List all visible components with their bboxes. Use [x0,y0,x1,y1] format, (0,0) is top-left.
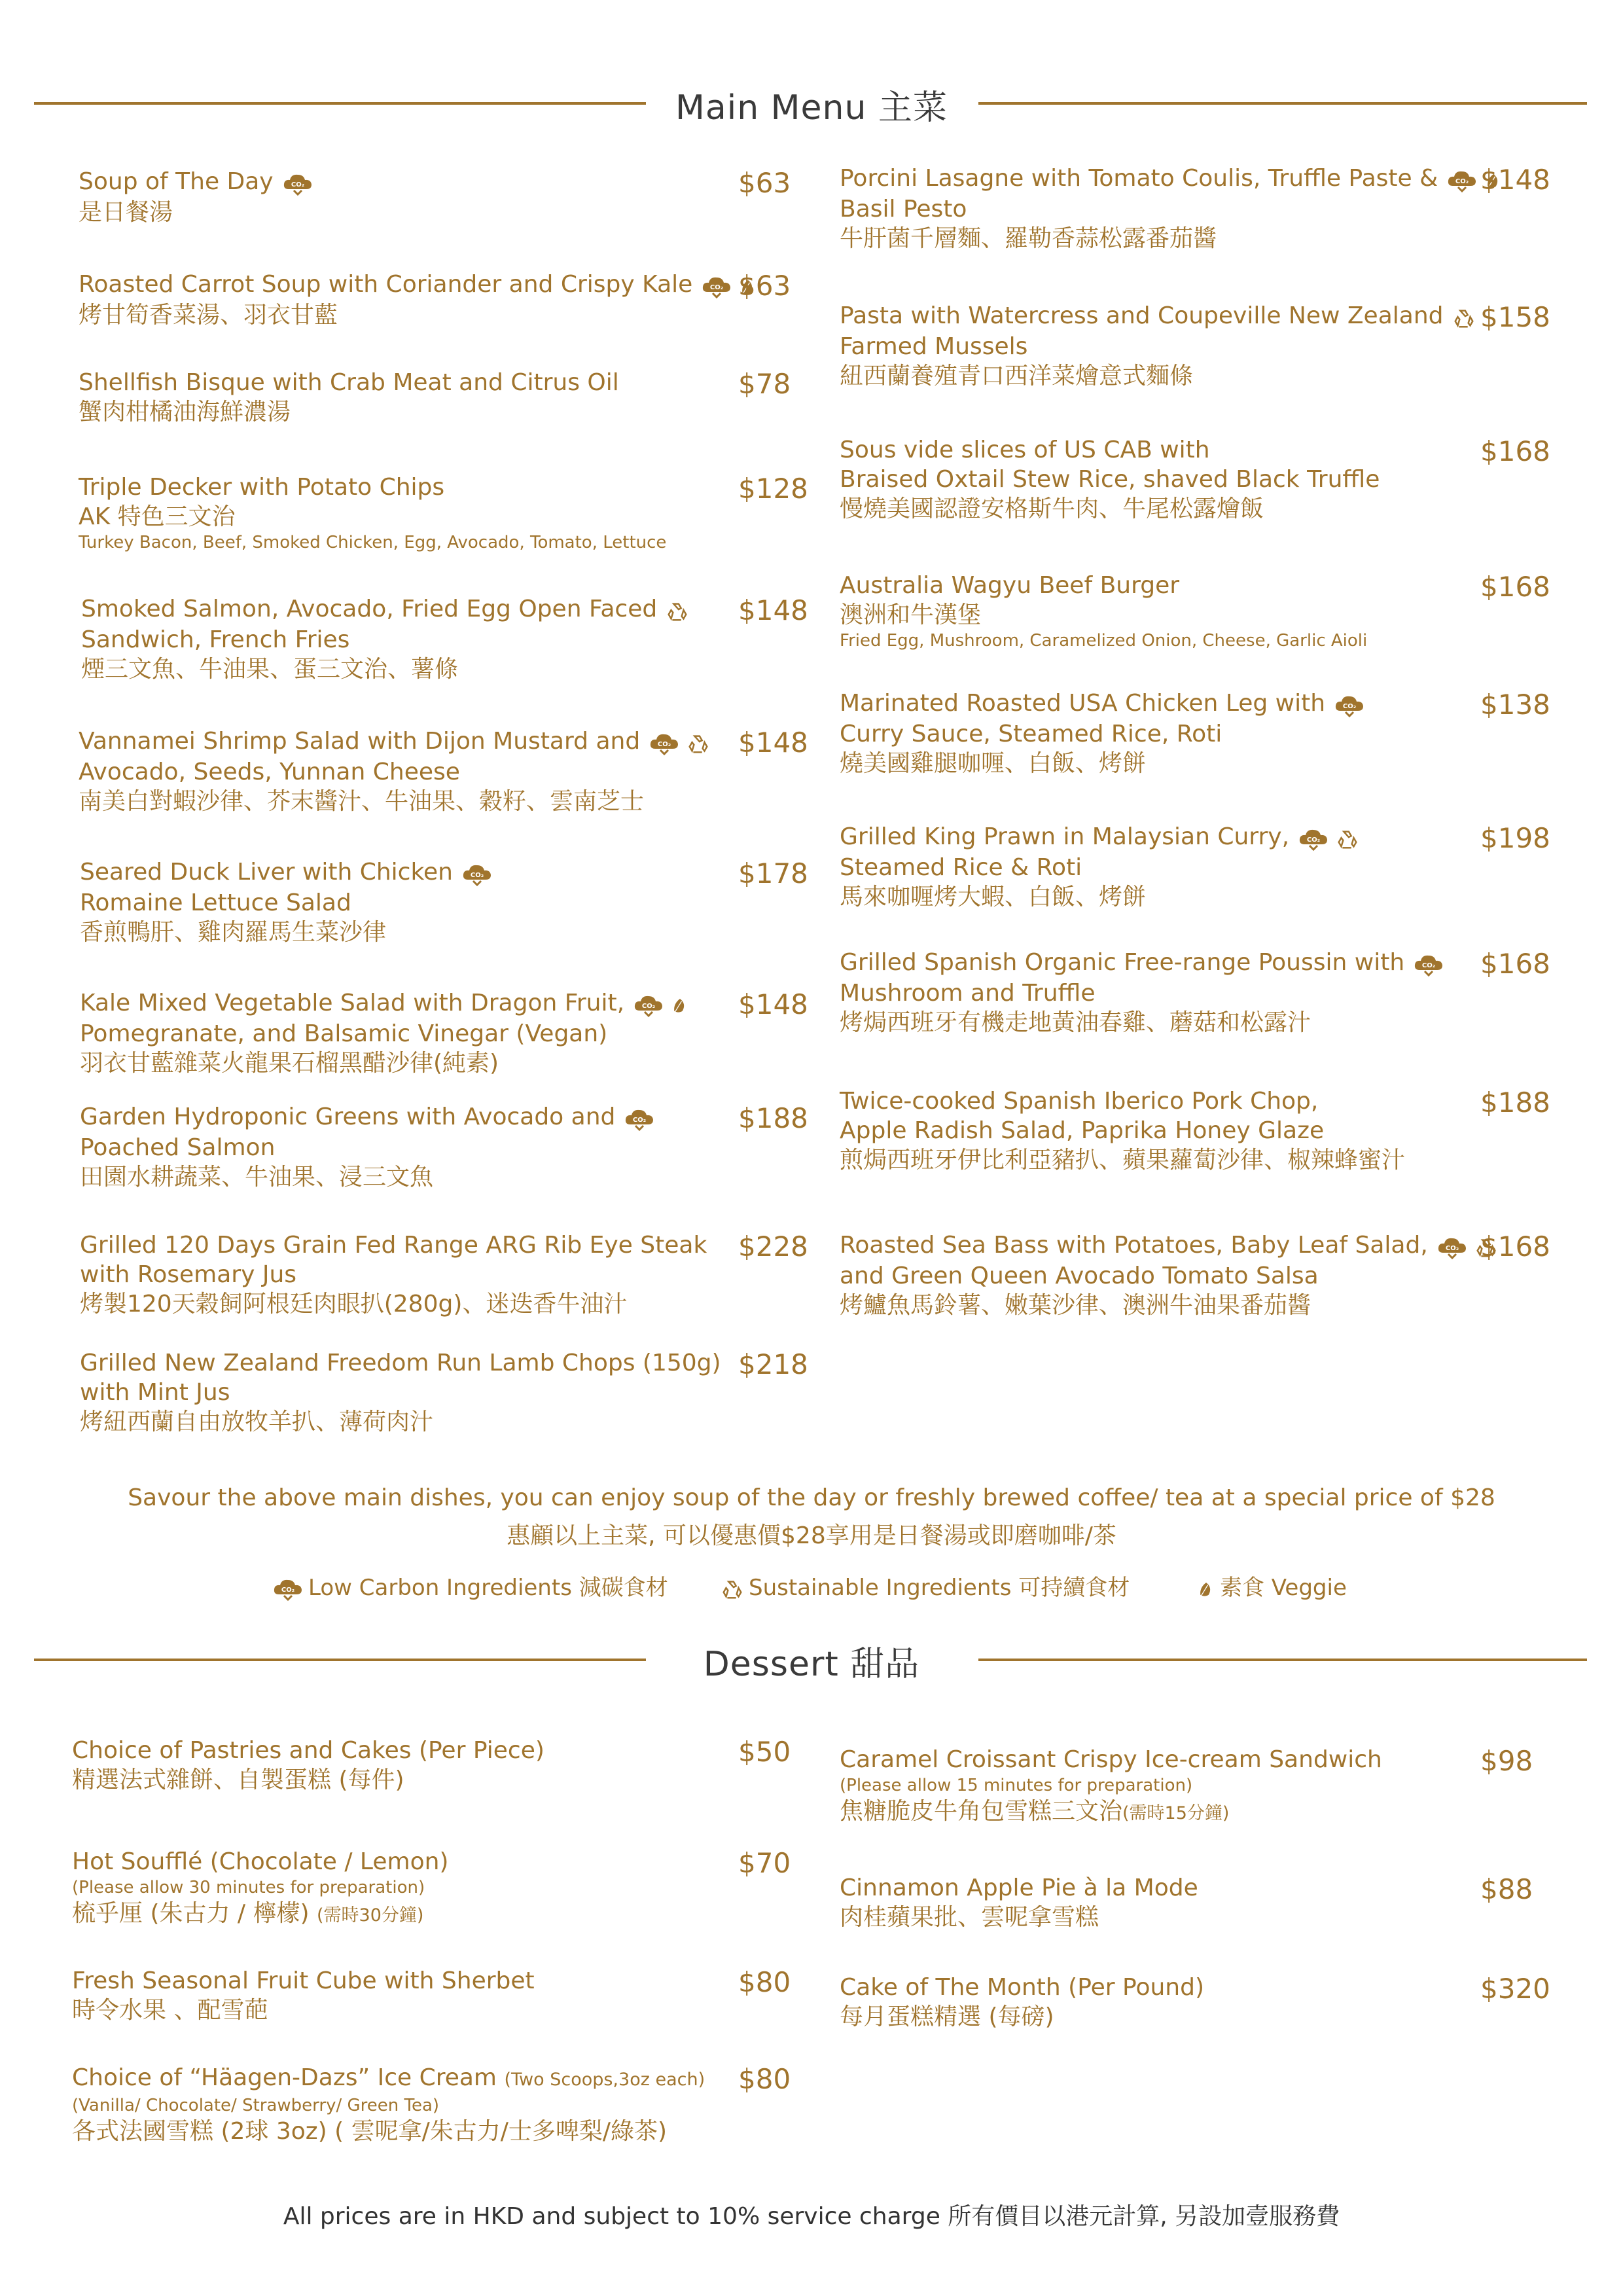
item-en: Triple Decker with Potato Chips [79,474,445,501]
item-price: $198 [1480,822,1550,854]
item-en: Roasted Carrot Soup with Coriander and Crispy Kale [79,270,763,300]
item-zh: 烤焗西班牙有機走地黃油春雞、蘑菇和松露汁 [840,1009,1311,1036]
item-zh: AK 特色三文治 [79,503,236,530]
item-zh: 燒美國雞腿咖喱、白飯、烤餅 [840,749,1147,777]
sustainable-icon [665,599,690,624]
main-item-porcini-lasagne [840,164,1508,253]
item-price: $63 [738,270,791,302]
main-item-rib-eye-steak [80,1230,707,1319]
main-menu-title: Main Menu 主菜 [675,88,948,128]
dessert-item-fruit-cube [72,1966,535,2025]
main-item-sea-bass [840,1230,1504,1320]
item-en: Kale Mixed Vegetable Salad with Dragon Fruit, [80,988,695,1019]
main-item-seared-duck-liver [80,857,499,947]
item-price: $168 [1480,571,1550,603]
item-en-line2: Basil Pesto [840,195,967,223]
main-item-wagyu-burger [840,571,1367,652]
item-en-line2: Mushroom and Truffle [840,979,1096,1007]
item-en: Choice of Pastries and Cakes (Per Piece) [72,1737,544,1764]
main-item-kale-salad [80,988,695,1078]
item-price: $98 [1480,1745,1533,1777]
item-en-line2: with Mint Jus [80,1379,230,1406]
item-en: Roasted Sea Bass with Potatoes, Baby Leaf Salad, [840,1230,1504,1261]
item-en: Grilled New Zealand Freedom Run Lamb Chops (150g) [80,1350,721,1376]
item-zh: 馬來咖喱烤大蝦、白飯、烤餅 [840,883,1147,910]
dessert-title: Dessert 甜品 [703,1645,920,1684]
main-item-lamb-chops [80,1348,721,1437]
item-zh: 煙三文魚、牛油果、蛋三文治、薯條 [81,655,459,683]
item-zh: 各式法國雪糕 (2球 3oz) ( 雲呢拿/朱古力/士多啤梨/綠茶) [72,2118,668,2145]
legend-low-carbon [272,1570,668,1602]
item-en: Smoked Salmon, Avocado, Fried Egg Open Faced [81,594,695,625]
main-item-roasted-carrot-soup [79,270,763,330]
item-en-line2: Poached Salmon [80,1134,276,1161]
main-item-king-prawn-curry [840,822,1365,912]
main-item-smoked-salmon-sandwich [81,594,695,684]
low-carbon-icon [700,274,733,300]
item-price: $168 [1480,948,1550,980]
item-en: Choice of “Häagen-Dazs” Ice Cream (Two Scoops,3oz each) [72,2064,705,2091]
promo-text-zh: 惠顧以上主菜, 可以優惠價$28享用是日餐湯或即磨咖啡/茶 [507,1522,1116,1549]
item-note: (Vanilla/ Chocolate/ Strawberry/ Green Tea) [72,2096,440,2115]
sustainable-icon [1452,306,1476,331]
item-note: (Please allow 15 minutes for preparation) [840,1776,1193,1795]
item-price: $218 [738,1348,808,1380]
item-price: $188 [1480,1086,1550,1119]
main-item-iberico-pork-chop [840,1086,1405,1175]
dessert-rule-right [978,1659,1587,1661]
low-carbon-icon [281,171,314,197]
item-zh: 時令水果 、配雪葩 [72,1997,268,2024]
item-price: $88 [1480,1873,1533,1905]
item-en: Soup of The Day [79,167,319,198]
item-price: $188 [738,1102,808,1134]
low-carbon-icon [632,992,665,1018]
dessert-item-cake-of-month [840,1973,1204,2032]
item-en: Marinated Roasted USA Chicken Leg with [840,689,1371,719]
low-carbon-icon [1446,168,1478,194]
item-en-line2: with Rosemary Jus [80,1261,297,1288]
main-item-chicken-leg-curry [840,689,1371,778]
legend-low-carbon-label: Low Carbon Ingredients 減碳食材 [308,1575,668,1601]
item-note: Fried Egg, Mushroom, Caramelized Onion, Cheese, Garlic Aioli [840,631,1368,651]
item-en: Hot Soufflé (Chocolate / Lemon) [72,1848,449,1875]
item-zh: 每月蛋糕精選 (每磅) [840,2003,1054,2030]
main-item-soup-of-the-day [79,167,319,227]
item-price: $148 [738,726,808,759]
item-en: Sous vide slices of US CAB with [840,437,1210,463]
main-item-garden-greens [80,1102,661,1192]
item-price: $158 [1480,301,1550,333]
item-price: $63 [738,167,791,199]
item-price: $80 [738,1966,791,1998]
dessert-item-haagen-dazs [72,2063,705,2146]
veggie-leaf-icon [670,994,690,1017]
item-price: $178 [738,857,808,889]
item-zh: 梳乎厘 (朱古力 / 檸檬) (需時30分鐘) [72,1900,424,1927]
low-carbon-icon [648,730,681,757]
main-item-spanish-poussin [840,948,1450,1037]
item-en: Garden Hydroponic Greens with Avocado and [80,1102,661,1133]
item-zh: 精選法式雜餅、自製蛋糕 (每件) [72,1767,404,1793]
item-note: (Please allow 30 minutes for preparation) [72,1878,425,1897]
item-en-line2: Sandwich, French Fries [81,626,350,653]
legend-veggie [1196,1570,1347,1602]
item-price: $148 [1480,164,1550,196]
item-price: $128 [738,473,808,505]
item-zh: 是日餐湯 [79,198,173,226]
sustainable-icon [720,1577,745,1602]
item-price: $148 [738,988,808,1020]
low-carbon-icon [272,1576,304,1602]
dessert-item-apple-pie [840,1873,1198,1932]
item-en-line2: Steamed Rice & Roti [840,853,1082,881]
item-zh: 烤鱸魚馬鈴薯、嫩葉沙律、澳洲牛油果番茄醬 [840,1291,1311,1319]
item-en: Grilled 120 Days Grain Fed Range ARG Rib Eye Steak [80,1232,707,1259]
legend-sustainable-label: Sustainable Ingredients 可持續食材 [749,1575,1130,1601]
item-zh: 田園水耕蔬菜、牛油果、浸三文魚 [80,1163,434,1191]
low-carbon-icon [1297,826,1330,852]
item-zh: 烤甘筍香菜湯、羽衣甘藍 [79,301,338,329]
item-price: $148 [738,594,808,626]
item-price: $168 [1480,1230,1550,1263]
item-en: Grilled Spanish Organic Free-range Poussin with [840,948,1450,978]
veggie-leaf-icon [1196,1577,1216,1601]
sustainable-icon [686,731,711,756]
item-price: $80 [738,2063,791,2095]
footer-price-note: All prices are in HKD and subject to 10% service charge 所有價目以港元計算, 另設加壹服務費 [283,2203,1340,2230]
dessert-item-pastries [72,1736,544,1795]
item-zh: 南美白對蝦沙律、芥末醬汁、牛油果、穀籽、雲南芝士 [79,787,645,815]
item-zh: 烤製120天穀飼阿根廷肉眼扒(280g)、迷迭香牛油汁 [80,1291,628,1318]
item-en: Grilled King Prawn in Malaysian Curry, [840,822,1365,853]
low-carbon-icon [1333,692,1366,719]
item-note: Turkey Bacon, Beef, Smoked Chicken, Egg, Avocado, Tomato, Lettuce [79,533,667,552]
item-en: Fresh Seasonal Fruit Cube with Sherbet [72,1967,535,1994]
item-en-line2: Curry Sauce, Steamed Rice, Roti [840,720,1222,747]
promo-text-en: Savour the above main dishes, you can enjoy soup of the day or freshly brewed coffee/ tea at a special price of $28 [128,1484,1495,1511]
item-price: $138 [1480,689,1550,721]
item-en: Seared Duck Liver with Chicken [80,857,499,888]
item-zh: 焦糖脆皮牛角包雪糕三文治(需時15分鐘) [840,1798,1230,1825]
item-zh: 肉桂蘋果批、雲呢拿雪糕 [840,1904,1099,1931]
item-en: Pasta with Watercress and Coupeville New Zealand [840,301,1482,332]
item-en-line2: and Green Queen Avocado Tomato Salsa [840,1262,1319,1289]
item-en: Twice-cooked Spanish Iberico Pork Chop, [840,1088,1319,1115]
item-en: Porcini Lasagne with Tomato Coulis, Truffle Paste & [840,164,1508,194]
item-en: Vannamei Shrimp Salad with Dijon Mustard and [79,726,716,757]
item-zh: 羽衣甘藍雜菜火龍果石榴黑醋沙律(純素) [80,1049,499,1077]
item-en: Caramel Croissant Crispy Ice-cream Sandwich [840,1746,1382,1773]
item-en-line2: Pomegranate, and Balsamic Vinegar (Vegan) [80,1020,608,1047]
item-en-line2: Romaine Lettuce Salad [80,889,351,916]
sustainable-icon [1335,827,1360,852]
legend-veggie-label: 素食 Veggie [1220,1575,1347,1601]
item-en-line2: Farmed Mussels [840,332,1028,360]
main-item-pasta-mussels [840,301,1482,391]
item-zh: 澳洲和牛漢堡 [840,601,982,628]
item-price: $70 [738,1847,791,1879]
item-price: $78 [738,368,791,400]
item-price: $50 [738,1736,791,1768]
low-carbon-icon [1436,1234,1469,1261]
item-en-line2: Braised Oxtail Stew Rice, shaved Black Truffle [840,466,1380,493]
item-zh: 慢燒美國認證安格斯牛肉、牛尾松露燴飯 [840,495,1264,522]
item-en-line2: Avocado, Seeds, Yunnan Cheese [79,758,460,785]
item-en: Cake of The Month (Per Pound) [840,1974,1205,2001]
item-zh: 牛肝菌千層麵、羅勒香蒜松露番茄醬 [840,224,1217,252]
dessert-item-souffle [72,1847,448,1930]
item-en-line2: Apple Radish Salad, Paprika Honey Glaze [840,1117,1325,1144]
legend-sustainable [720,1570,1130,1602]
item-zh: 香煎鴨肝、雞肉羅馬生菜沙律 [80,918,387,946]
item-price: $168 [1480,435,1550,467]
item-en: Cinnamon Apple Pie à la Mode [840,1874,1198,1901]
dessert-item-croissant-sandwich [840,1745,1382,1828]
item-zh: 紐西蘭養殖青口西洋菜燴意式麵條 [840,362,1194,389]
low-carbon-icon [461,861,493,888]
main-item-sous-vide-cab [840,435,1380,524]
item-price: $228 [738,1230,808,1263]
low-carbon-icon [1412,952,1445,978]
header-rule-right [978,102,1587,105]
main-item-triple-decker [79,473,666,554]
item-zh: 蟹肉柑橘油海鮮濃湯 [79,399,291,425]
item-price: $320 [1480,1973,1550,2005]
low-carbon-icon [623,1106,656,1132]
main-item-shellfish-bisque [79,368,619,427]
item-en: Shellfish Bisque with Crab Meat and Citrus Oil [79,369,619,396]
item-en: Australia Wagyu Beef Burger [840,572,1180,599]
item-zh: 烤紐西蘭自由放牧羊扒、薄荷肉汁 [80,1408,434,1435]
item-zh: 煎焗西班牙伊比利亞豬扒、蘋果蘿蔔沙律、椒辣蜂蜜汁 [840,1147,1406,1174]
main-item-vannamei-shrimp-salad [79,726,716,816]
